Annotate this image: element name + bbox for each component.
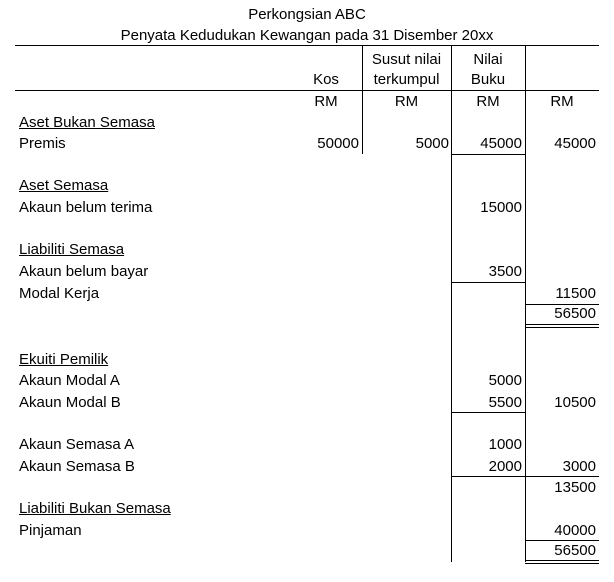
- jumlah-akhir-total: 56500: [554, 542, 596, 559]
- header-susut-line2: terkumpul: [373, 71, 440, 88]
- statement-subtitle: Penyata Kedudukan Kewangan pada 31 Disember 20xx: [120, 27, 494, 44]
- label-akaun-belum-terima: Akaun belum terima: [19, 199, 153, 216]
- rm-kos: RM: [314, 93, 338, 110]
- jumlah-akhir-double-rule-2: [525, 563, 599, 564]
- label-premis: Premis: [19, 135, 66, 152]
- akaun-belum-bayar-nilai: 3500: [488, 263, 522, 280]
- label-akaun-modal-a: Akaun Modal A: [19, 372, 120, 389]
- label-modal-kerja: Modal Kerja: [19, 285, 100, 302]
- semasa-b-nilai: 2000: [488, 458, 522, 475]
- semasa-a-nilai: 1000: [488, 436, 522, 453]
- label-akaun-modal-b: Akaun Modal B: [19, 394, 121, 411]
- premis-susut: 5000: [415, 135, 449, 152]
- rm-susut: RM: [394, 93, 419, 110]
- jumlah-aset-double-rule-2: [525, 327, 599, 328]
- rm-total: RM: [550, 93, 574, 110]
- column-divider-susut: [451, 45, 452, 562]
- jumlah-ekuiti-total: 13500: [554, 479, 596, 496]
- label-akaun-semasa-b: Akaun Semasa B: [19, 458, 135, 475]
- pinjaman-rule: [525, 540, 599, 541]
- header-bottom-rule: [15, 90, 599, 91]
- header-nilai-line2: Buku: [470, 71, 506, 88]
- label-akaun-belum-bayar: Akaun belum bayar: [19, 263, 149, 280]
- section-liabiliti-semasa: Liabiliti Semasa: [19, 241, 125, 258]
- jumlah-akhir-double-rule-1: [525, 560, 599, 561]
- rm-nilai: RM: [476, 93, 500, 110]
- section-aset-semasa: Aset Semasa: [19, 177, 109, 194]
- label-pinjaman: Pinjaman: [19, 522, 82, 539]
- liabiliti-semasa-rule: [451, 282, 525, 283]
- premis-nilai: 45000: [480, 135, 522, 152]
- akaun-belum-terima-nilai: 15000: [480, 199, 522, 216]
- section-ekuiti-pemilik: Ekuiti Pemilik: [19, 351, 109, 368]
- modal-a-nilai: 5000: [488, 372, 522, 389]
- header-top-rule: [15, 45, 599, 46]
- statement-title: Perkongsian ABC: [248, 6, 366, 23]
- premis-kos: 50000: [317, 135, 359, 152]
- semasa-total-rule: [525, 476, 599, 477]
- modal-total: 10500: [554, 394, 596, 411]
- section-liabiliti-bukan-semasa: Liabiliti Bukan Semasa: [19, 500, 171, 517]
- header-nilai-line1: Nilai: [473, 51, 503, 68]
- premis-nilai-rule: [451, 154, 525, 155]
- jumlah-aset-total: 56500: [554, 305, 596, 322]
- premis-total: 45000: [554, 135, 596, 152]
- label-akaun-semasa-a: Akaun Semasa A: [19, 436, 135, 453]
- header-susut-line1: Susut nilai: [371, 51, 442, 68]
- pinjaman-total: 40000: [554, 522, 596, 539]
- semasa-total: 3000: [562, 458, 596, 475]
- section-aset-bukan-semasa: Aset Bukan Semasa: [19, 114, 155, 131]
- modal-rule: [451, 412, 525, 413]
- header-kos: Kos: [313, 71, 339, 88]
- semasa-nilai-rule: [451, 476, 525, 477]
- modal-kerja-total: 11500: [555, 285, 596, 302]
- modal-b-nilai: 5500: [488, 394, 522, 411]
- jumlah-aset-double-rule-1: [525, 324, 599, 325]
